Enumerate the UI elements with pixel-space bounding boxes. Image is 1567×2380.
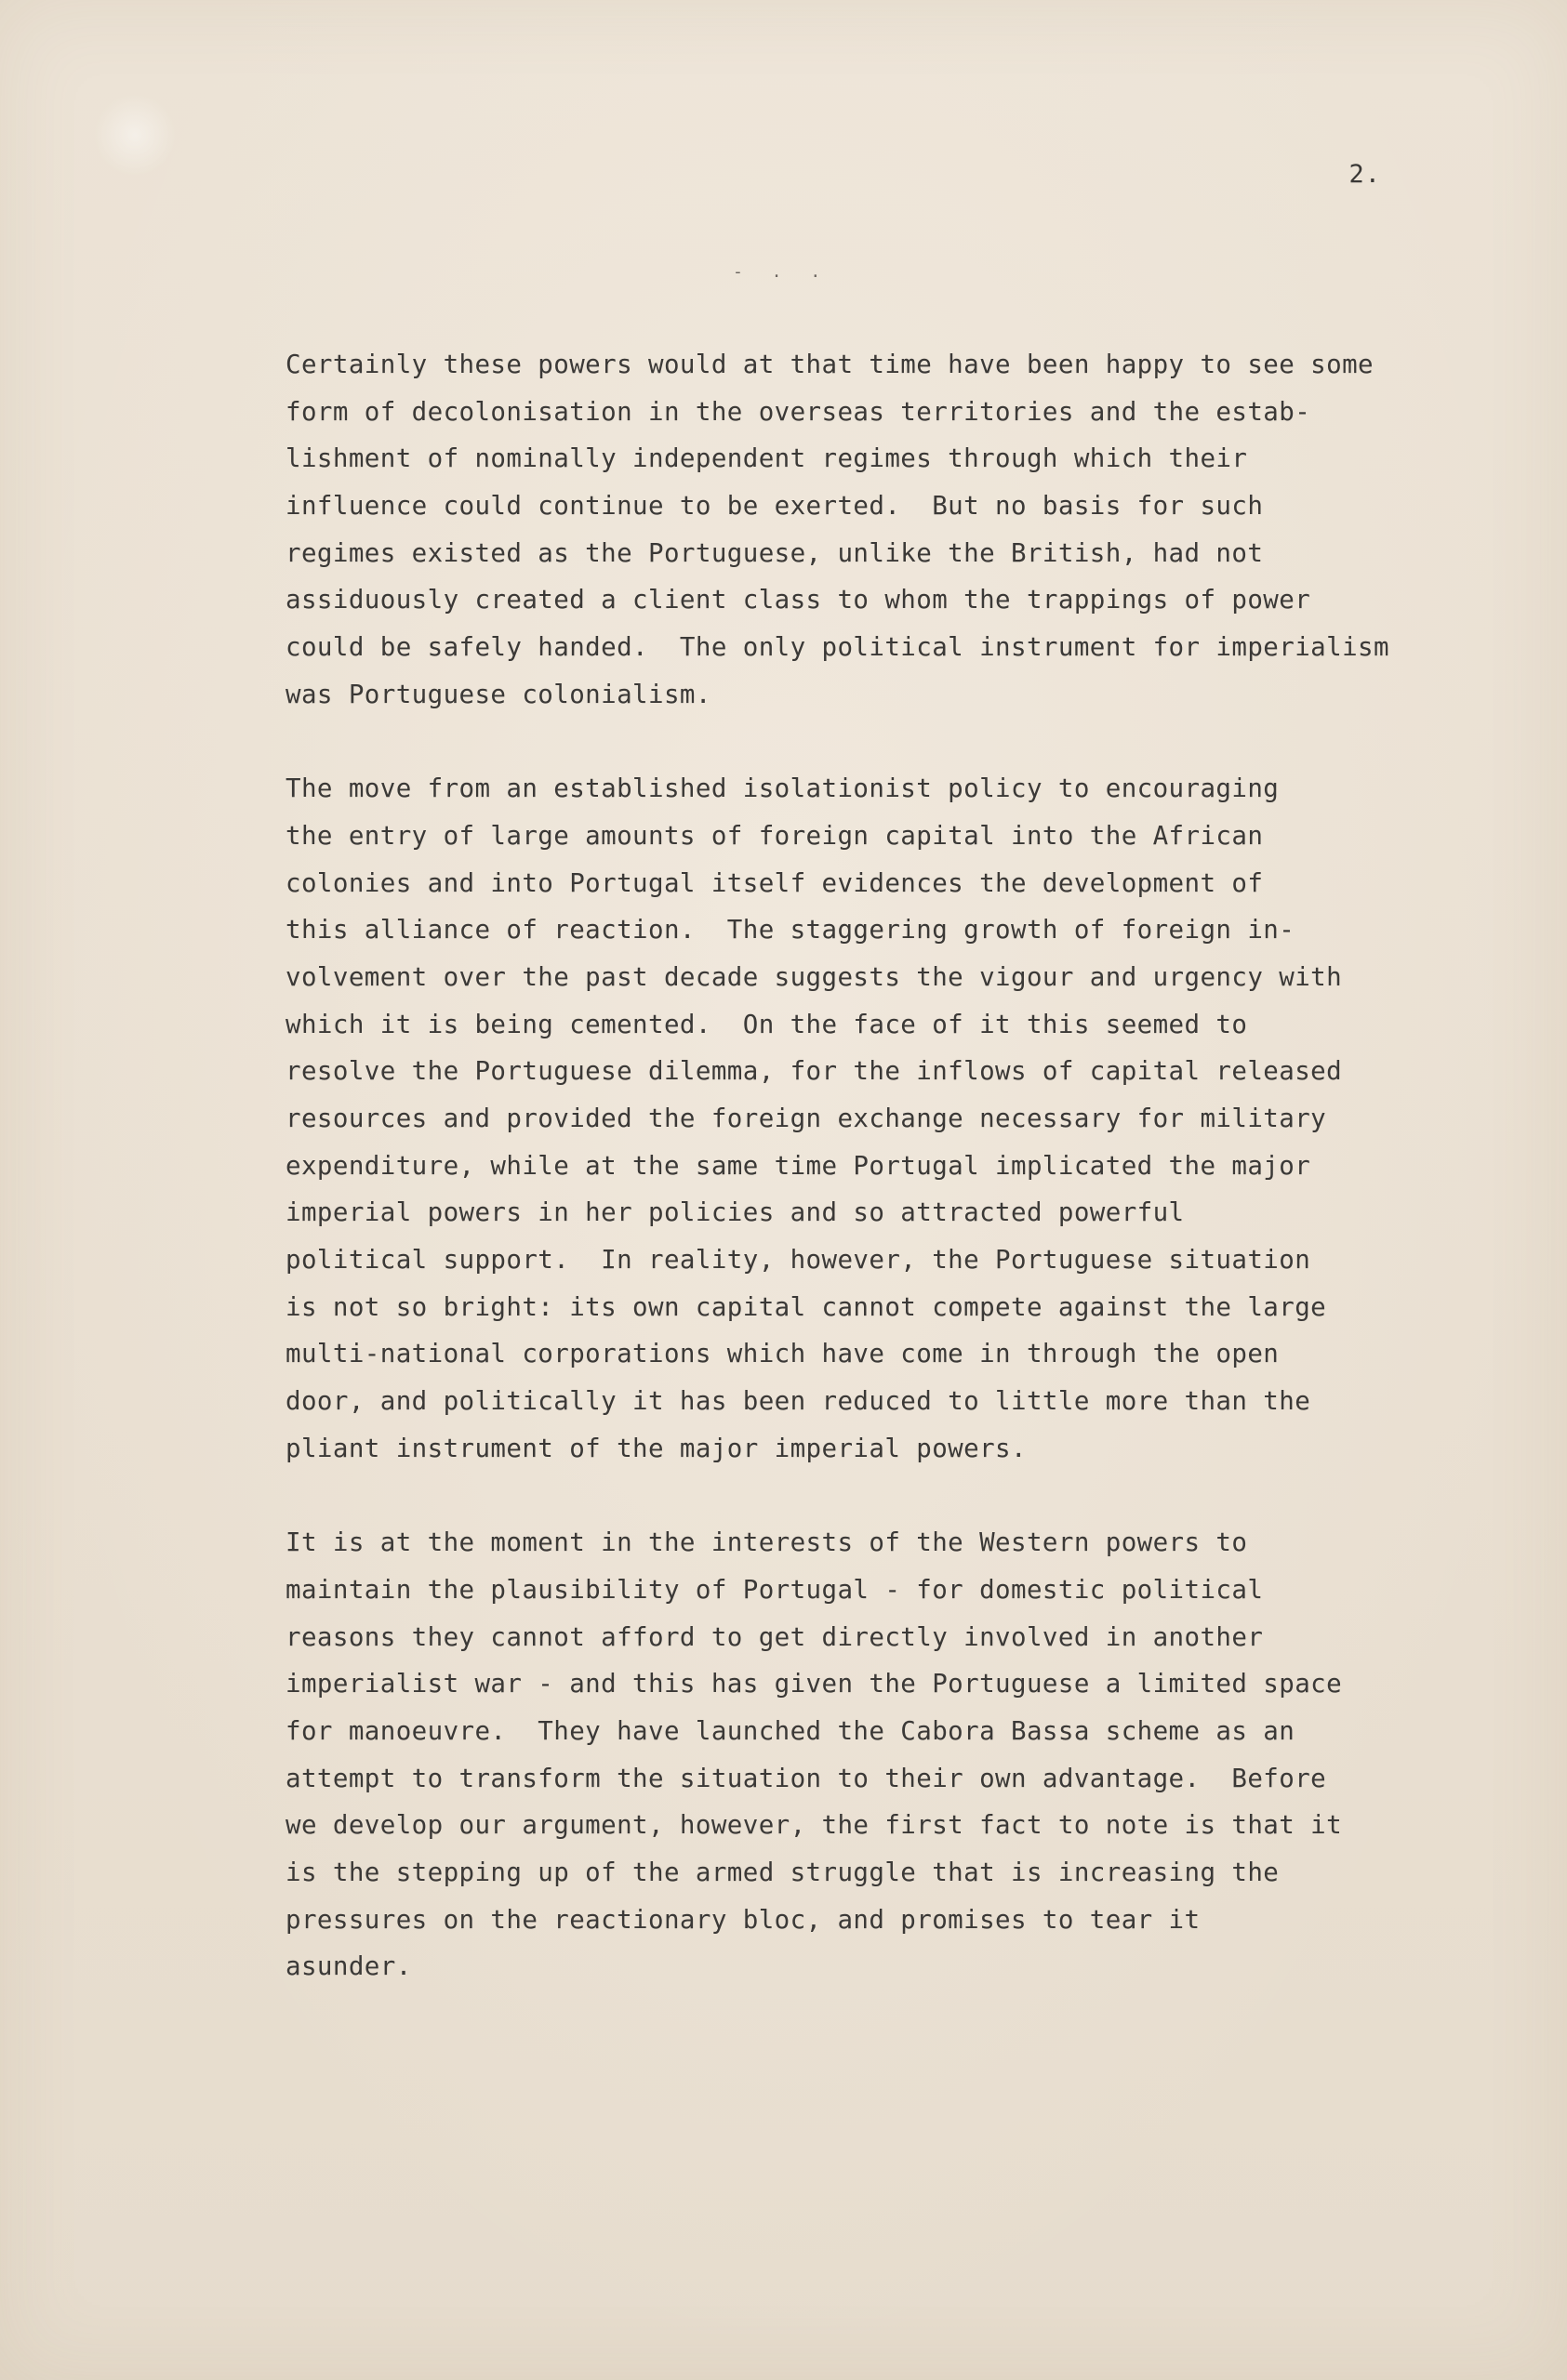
paragraph-1: [286, 341, 1494, 719]
text-line: this alliance of reaction. The staggering growth of foreign in-: [286, 915, 1295, 945]
text-line: Certainly these powers would at that time have been happy to see some: [286, 350, 1374, 379]
text-line: maintain the plausibility of Portugal - for domestic political: [286, 1574, 1264, 1605]
paragraph-2: [286, 765, 1494, 1472]
text-line: resolve the Portuguese dilemma, for the inflows of capital released: [286, 1056, 1343, 1087]
text-line: reasons they cannot afford to get directly involved in another: [286, 1621, 1264, 1652]
text-line: which it is being cemented. On the face of it this seemed to: [286, 1009, 1248, 1039]
text-line: is not so bright: its own capital cannot compete against the large: [286, 1291, 1327, 1322]
paragraph-3: [286, 1519, 1494, 1990]
text-line: influence could continue to be exerted. But no basis for such: [286, 491, 1264, 522]
text-line: was Portuguese colonialism.: [286, 679, 711, 709]
text-line: pressures on the reactionary bloc, and promises to tear it: [286, 1904, 1201, 1935]
text-line: could be safely handed. The only political instrument for imperialism: [286, 632, 1389, 663]
text-line: imperialist war - and this has given the Portuguese a limited space: [286, 1669, 1343, 1699]
page-number: 2.: [1348, 160, 1381, 189]
text-line: The move from an established isolationist policy to encouraging: [286, 774, 1280, 804]
text-line: It is at the moment in the interests of the Western powers to: [286, 1527, 1248, 1558]
text-line: regimes existed as the Portuguese, unlike the British, had not: [286, 537, 1264, 568]
text-line: door, and politically it has been reduced to little more than the: [286, 1386, 1311, 1417]
text-line: expenditure, while at the same time Portugal implicated the major: [286, 1150, 1311, 1181]
text-line: form of decolonisation in the overseas territories and the estab-: [286, 396, 1311, 427]
text-line: colonies and into Portugal itself evidences the development of: [286, 867, 1264, 898]
text-line: lishment of nominally independent regimes through which their: [286, 443, 1248, 474]
text-line: asunder.: [286, 1951, 412, 1982]
text-line: the entry of large amounts of foreign capital into the African: [286, 820, 1264, 851]
text-line: volvement over the past decade suggests the vigour and urgency with: [286, 961, 1343, 992]
stray-marks: - . .: [733, 262, 830, 282]
text-line: political support. In reality, however, the Portuguese situation: [286, 1245, 1311, 1276]
text-line: pliant instrument of the major imperial powers.: [286, 1433, 1027, 1463]
text-line: multi-national corporations which have come in through the open: [286, 1339, 1280, 1369]
text-line: attempt to transform the situation to their own advantage. Before: [286, 1763, 1327, 1793]
document-body: [286, 341, 1494, 2038]
text-line: resources and provided the foreign exchange necessary for military: [286, 1104, 1327, 1133]
paper-crease-mark: [78, 78, 193, 192]
text-line: is the stepping up of the armed struggle that is increasing the: [286, 1858, 1280, 1887]
text-line: assiduously created a client class to whom the trappings of power: [286, 585, 1311, 615]
text-line: imperial powers in her policies and so attracted powerful: [286, 1197, 1185, 1228]
text-line: for manoeuvre. They have launched the Cabora Bassa scheme as an: [286, 1715, 1295, 1746]
text-line: we develop our argument, however, the first fact to note is that it: [286, 1810, 1343, 1841]
